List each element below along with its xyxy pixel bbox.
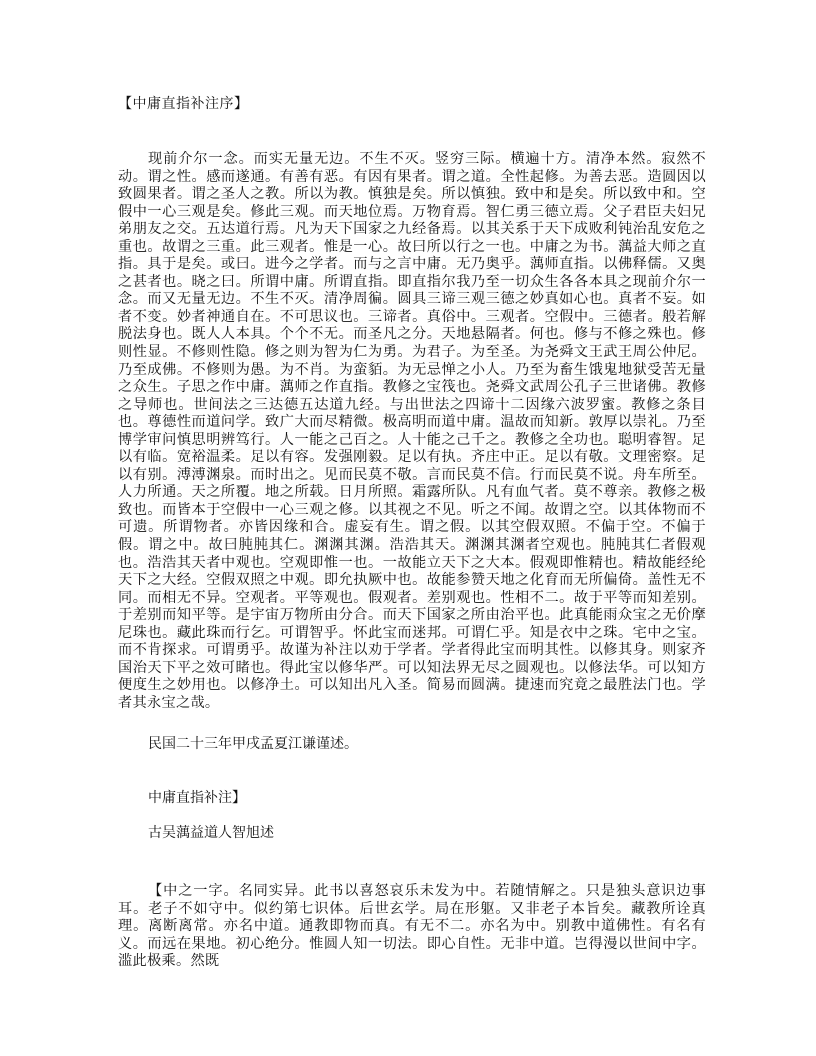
preface-body: 现前介尔一念。而实无量无边。不生不灭。竖穷三际。横遍十方。清净本然。寂然不动。谓之性。感而遂通。有善有恶。有因有果者。谓之道。全性起修。为善去恶。造圆因以致圆果者。谓之圣人之教。所以为教。慎独是矣。所以慎独。致中和是矣。所以致中和。空假中一心三观是矣。修此三观。而天地位焉。万物育焉。智仁勇三德立焉。父子君臣夫妇兄弟朋友之交。五达道行焉。凡为天下国家之九经备焉。以其关系于天下成败利钝治乱安危之重也。故谓之三重。此三观者。惟是一心。故曰所以行之一也。中庸之为书。蕅益大师之直指。具于是矣。或曰。进今之学者。而与之言中庸。无乃奥乎。蕅师直指。以佛释儒。又奥之甚者也。晓之曰。所谓中庸。所谓直指。即直指尔我乃至一切众生各各本具之现前介尔一念。而又无量无边。不生不灭。清净周徧。圆具三谛三观三德之妙真如心也。真者不妄。如者不变。妙者神通自在。不可思议也。三谛者。真俗中。三观者。空假中。三德者。般若解脱法身也。既人人本具。个个不无。而圣凡之分。天地悬隔者。何也。修与不修之殊也。修则性显。不修则性隐。修之则为智为仁为勇。为君子。为至圣。为尧舜文王武王周公仲尼。乃至成佛。不修则为愚。为不肖。为蛮貊。为无忌惮之小人。乃至为畜生饿鬼地狱受苦无量之众生。子思之作中庸。蕅师之作直指。教修之宝筏也。尧舜文武周公孔子三世诸佛。教修之导师也。世间法之三达德五达道九经。与出世法之四谛十二因缘六波罗蜜。教修之条目也。尊德性而道问学。致广大而尽精微。极高明而道中庸。温故而知新。敦厚以崇礼。乃至博学审问慎思明辨笃行。人一能之己百之。人十能之己千之。教修之全功也。聪明睿智。足以有临。宽裕温柔。足以有容。发强刚毅。足以有执。齐庄中正。足以有敬。文理密察。足以有别。溥溥渊泉。而时出之。见而民莫不敬。言而民莫不信。行而民莫不说。舟车所至。人力所通。天之所覆。地之所载。日月所照。霜露所队。凡有血气者。莫不尊亲。教修之极致也。而皆本于空假中一心三观之修。以其视之不见。听之不闻。故谓之空。以其体物而不可遗。所谓物者。亦皆因缘和合。虚妄有生。谓之假。以其空假双照。不偏于空。不偏于假。谓之中。故曰肫肫其仁。渊渊其渊。浩浩其天。渊渊其渊者空观也。肫肫其仁者假观也。浩浩其天者中观也。空观即惟一也。一故能立天下之大本。假观即惟精也。精故能经纶天下之大经。空假双照之中观。即允执厥中也。故能参赞天地之化育而无所偏倚。盖性无不同。而相无不异。空观者。平等观也。假观者。差别观也。性相不二。故于平等而知差别。于差别而知平等。是宇宙万物所由分合。而天下国家之所由治平也。此真能雨众宝之无价摩尼珠也。藏此珠而行乞。可谓智乎。怀此宝而迷邦。可谓仁乎。知是衣中之珠。宅中之宝。而不肯探求。可谓勇乎。故谨为补注以劝于学者。学者得此宝而明其性。以修其身。则家齐国治天下平之效可睹也。得此宝以修华严。可以知法界无尽之圆观也。以修法华。可以知方便度生之妙用也。以修净土。可以知出凡入圣。简易而圆满。捷速而究竟之最胜法门也。学者其永宝之哉。 [118,151,706,711]
main-title: 中庸直指补注】 [148,790,246,806]
main-body: 【中之一字。名同实异。此书以喜怒哀乐未发为中。若随情解之。只是独头意识边事耳。老子不如守中。似约第七识体。后世玄学。局在形躯。又非老子本旨矣。藏教所诠真理。离断离常。亦名中道。通教即物而真。有无不二。亦名为中。别教中道佛性。有名有义。而远在果地。初心绝分。惟圆人知一切法。即心自性。无非中道。岂得漫以世间中字。滥此极乘。然既 [118,883,706,970]
preface-title: 【中庸直指补注序】 [118,96,249,112]
preface-signature: 民国二十三年甲戌孟夏江谦谨述。 [148,736,358,752]
main-author: 古吴蕅益道人智旭述 [148,825,274,841]
